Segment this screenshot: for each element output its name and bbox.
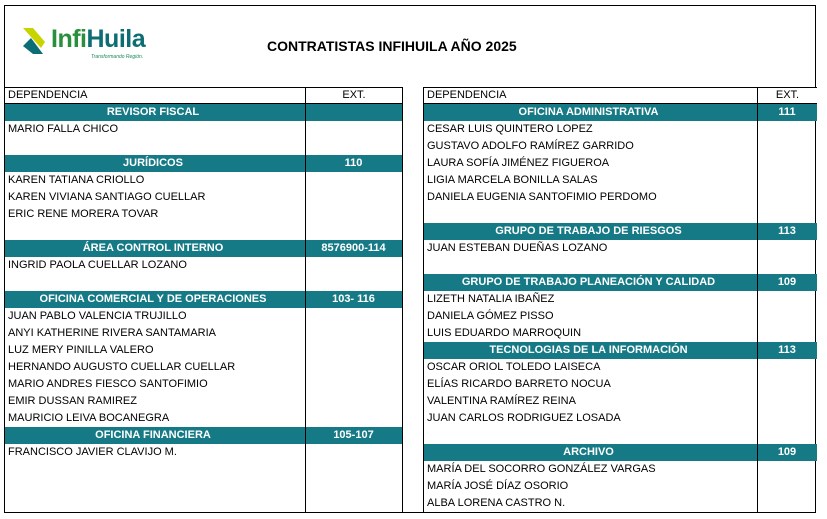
section-planeacion	[424, 274, 817, 291]
left-column	[5, 87, 403, 512]
person-row	[424, 121, 817, 138]
logo-word-huila: Huila	[86, 25, 146, 53]
person-row	[424, 189, 817, 206]
person-name: ELÍAS RICARDO BARRETO NOCUA	[427, 378, 611, 390]
section-ext: 105-107	[333, 429, 374, 441]
section-title: OFICINA FINANCIERA	[95, 429, 211, 441]
ext-divider	[757, 87, 758, 512]
contractor-sheet	[4, 5, 816, 513]
person-name: KAREN TATIANA CRIOLLO	[8, 174, 145, 186]
person-row	[424, 393, 817, 410]
person-row	[5, 444, 402, 461]
section-ext	[305, 104, 402, 121]
person-name: ALBA LORENA CASTRO N.	[427, 497, 566, 509]
person-row	[424, 461, 817, 478]
person-row	[5, 325, 402, 342]
person-name: LIGIA MARCELA BONILLA SALAS	[427, 174, 598, 186]
section-administrativa	[424, 104, 817, 121]
ext-header: EXT.	[757, 88, 817, 105]
person-row	[5, 172, 402, 189]
section-comercial	[5, 291, 402, 308]
person-row	[424, 495, 817, 512]
person-name: LUIS EDUARDO MARROQUIN	[427, 327, 582, 339]
infihuila-logo	[19, 24, 169, 72]
person-row	[424, 376, 817, 393]
person-name: EMIR DUSSAN RAMIREZ	[8, 395, 137, 407]
person-row	[5, 121, 402, 138]
section-revisor	[5, 104, 402, 121]
person-name: MARIO FALLA CHICO	[8, 123, 119, 135]
person-row	[424, 359, 817, 376]
person-row	[5, 359, 402, 376]
person-name: JUAN CARLOS RODRIGUEZ LOSADA	[427, 412, 621, 424]
section-ext: 109	[777, 276, 797, 288]
person-row	[5, 410, 402, 427]
section-title: OFICINA ADMINISTRATIVA	[518, 106, 659, 118]
section-archivo	[424, 444, 817, 461]
person-row	[424, 240, 817, 257]
person-name: VALENTINA RAMÍREZ REINA	[427, 395, 576, 407]
person-row	[5, 257, 402, 274]
person-name: ANYI KATHERINE RIVERA SANTAMARIA	[8, 327, 217, 339]
logo-tagline: Transformando Región.	[91, 54, 144, 60]
section-ext: 113	[778, 225, 796, 237]
right-column-header	[424, 87, 817, 104]
person-row	[5, 206, 402, 223]
person-name: INGRID PAOLA CUELLAR LOZANO	[8, 259, 187, 271]
sheet-header	[5, 6, 815, 86]
person-row	[424, 291, 817, 308]
person-name: MARÍA JOSÉ DÍAZ OSORIO	[427, 480, 569, 492]
person-row	[424, 325, 817, 342]
ext-divider	[305, 87, 306, 512]
person-row	[424, 138, 817, 155]
person-name: LUZ MERY PINILLA VALERO	[8, 344, 154, 356]
person-row	[424, 478, 817, 495]
person-row	[424, 410, 817, 427]
person-name: ERIC RENE MORERA TOVAR	[8, 208, 159, 220]
section-ext: 111	[778, 106, 796, 118]
person-row	[424, 155, 817, 172]
dependencia-header: DEPENDENCIA	[427, 89, 507, 101]
dependencia-header: DEPENDENCIA	[8, 89, 88, 101]
person-name: KAREN VIVIANA SANTIAGO CUELLAR	[8, 191, 206, 203]
section-ext: 113	[778, 344, 796, 356]
section-ext: 110	[344, 157, 363, 169]
section-title: JURÍDICOS	[123, 157, 183, 169]
section-juridicos	[5, 155, 402, 172]
person-row	[5, 189, 402, 206]
person-row	[5, 308, 402, 325]
logo-wordmark	[51, 24, 145, 54]
person-name: DANIELA EUGENIA SANTOFIMIO PERDOMO	[427, 191, 657, 203]
person-name: HERNANDO AUGUSTO CUELLAR CUELLAR	[8, 361, 236, 373]
section-ext: 109	[777, 446, 797, 458]
person-row	[424, 172, 817, 189]
person-name: JUAN PABLO VALENCIA TRUJILLO	[8, 310, 187, 322]
section-riesgos	[424, 223, 817, 240]
section-title: OFICINA COMERCIAL Y DE OPERACIONES	[39, 293, 267, 305]
left-column-header	[5, 87, 402, 104]
ext-header: EXT.	[305, 88, 402, 105]
section-title: ARCHIVO	[563, 446, 614, 458]
section-title: REVISOR FISCAL	[106, 106, 200, 118]
person-row	[5, 393, 402, 410]
person-name: DANIELA GÓMEZ PISSO	[427, 310, 554, 322]
section-title: GRUPO DE TRABAJO PLANEACIÓN Y CALIDAD	[461, 276, 716, 288]
person-row	[424, 308, 817, 325]
person-name: MARIO ANDRES FIESCO SANTOFIMIO	[8, 378, 208, 390]
person-name: CESAR LUIS QUINTERO LOPEZ	[427, 123, 593, 135]
person-name: MARÍA DEL SOCORRO GONZÁLEZ VARGAS	[427, 463, 656, 475]
person-name: FRANCISCO JAVIER CLAVIJO M.	[8, 446, 177, 458]
section-title: ÁREA CONTROL INTERNO	[82, 242, 224, 254]
person-name: OSCAR ORIOL TOLEDO LAISECA	[427, 361, 601, 373]
logo-mark-icon	[19, 24, 49, 64]
section-ext: 8576900-114	[321, 242, 386, 254]
person-name: GUSTAVO ADOLFO RAMÍREZ GARRIDO	[427, 140, 634, 152]
section-financiera	[5, 427, 402, 444]
person-name: LIZETH NATALIA IBAÑEZ	[427, 293, 555, 305]
right-column	[423, 87, 817, 512]
page-title: CONTRATISTAS INFIHUILA AÑO 2025	[267, 38, 517, 54]
logo-word-infi: Infi	[51, 25, 87, 53]
person-name: LAURA SOFÍA JIMÉNEZ FIGUEROA	[427, 157, 610, 169]
section-tecnologias	[424, 342, 817, 359]
person-row	[5, 376, 402, 393]
person-row	[5, 342, 402, 359]
section-control	[5, 240, 402, 257]
person-name: MAURICIO LEIVA BOCANEGRA	[8, 412, 170, 424]
section-ext: 103- 116	[332, 293, 375, 305]
section-title: GRUPO DE TRABAJO DE RIESGOS	[495, 225, 682, 237]
person-name: JUAN ESTEBAN DUEÑAS LOZANO	[427, 242, 608, 254]
section-title: TECNOLOGIAS DE LA INFORMACIÓN	[489, 344, 688, 356]
